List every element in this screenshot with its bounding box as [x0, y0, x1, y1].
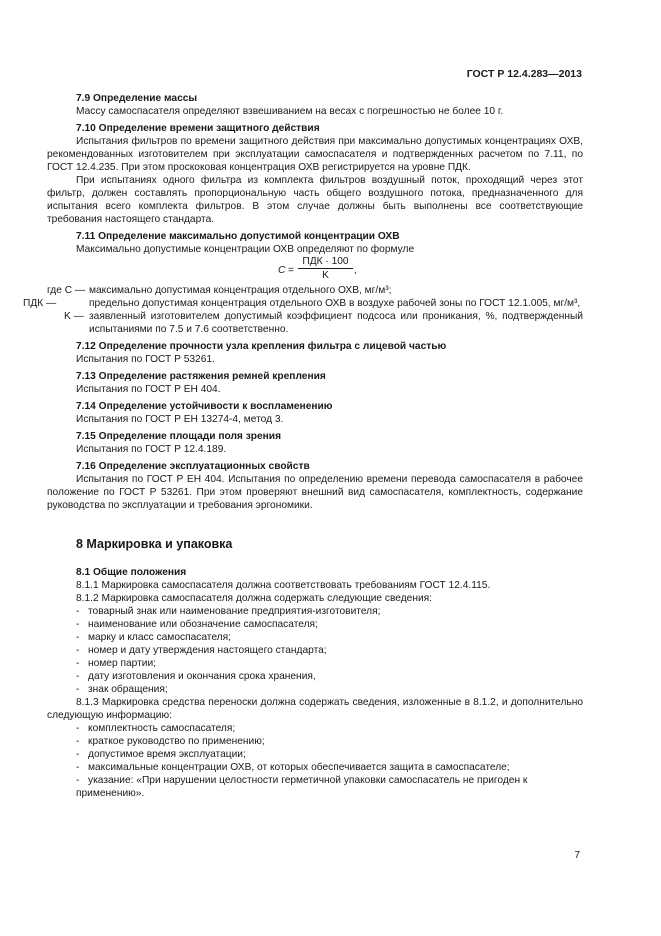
- dash-bullet: -: [76, 658, 80, 669]
- paragraph-7-10-1: Испытания фильтров по времени защитного действия при максимально допустимых концентрациях ОХВ, рекомендованных изготовителем при эксплуатации самоспасателя и подтвержденных расчетом по 7.11, по ГОСТ 12.4.235. При этом проскоковая концентрация ОХВ регистрируется на уровне ПДК.: [47, 136, 583, 173]
- list-8-1-3: [47, 722, 583, 800]
- list-8-1-2: [47, 605, 583, 696]
- dash-bullet: -: [76, 645, 80, 656]
- list-item-text: допустимое время эксплуатации;: [88, 749, 246, 760]
- dash-bullet: -: [76, 762, 80, 773]
- paragraph-7-13: Испытания по ГОСТ Р ЕН 404.: [76, 384, 221, 395]
- definition-text: заявленный изготовителем допустимый коэффициент подсоса или проникания, %, подтвержденный испытаниями по 7.5 и 7.6 соответственно.: [89, 311, 583, 335]
- definition-term: где C —: [47, 285, 86, 296]
- definition-text: предельно допустимая концентрация отдельного ОХВ в воздухе рабочей зоны по ГОСТ 12.1.005, мг/м³,: [89, 298, 581, 309]
- list-item: [47, 722, 583, 735]
- formula-equals: =: [288, 265, 294, 276]
- list-item: [47, 657, 583, 670]
- definition-k: [47, 310, 583, 336]
- heading-7-16: 7.16 Определение эксплуатационных свойств: [76, 461, 310, 472]
- heading-7-14: 7.14 Определение устойчивости к воспламенению: [76, 401, 333, 412]
- page-number: 7: [574, 850, 580, 861]
- heading-7-9: 7.9 Определение массы: [76, 93, 198, 104]
- dash-bullet: -: [76, 632, 80, 643]
- list-item: [47, 644, 583, 657]
- list-item: [47, 748, 583, 761]
- dash-bullet: -: [76, 619, 80, 630]
- paragraph-7-15: Испытания по ГОСТ Р 12.4.189.: [76, 444, 227, 455]
- formula-concentration: [47, 256, 583, 284]
- dash-bullet: -: [76, 606, 80, 617]
- list-item-text: максимальные концентрации ОХВ, от которых обеспечивается защита в самоспасателе;: [88, 762, 510, 773]
- list-item-text: марку и класс самоспасателя;: [88, 632, 231, 643]
- formula-numerator: ПДК · 100: [298, 256, 353, 269]
- list-item-text: номер партии;: [88, 658, 156, 669]
- heading-7-15: 7.15 Определение площади поля зрения: [76, 431, 282, 442]
- formula-comma: ,: [354, 265, 357, 276]
- list-item-text: дату изготовления и окончания срока хранения,: [88, 671, 316, 682]
- paragraph-7-10-2: При испытаниях одного фильтра из комплекта фильтров воздушный поток, проходящий через этот фильтр, должен составлять пропорциональную часть общего воздушного потока, предназначенного для испытания всего комплекта фильтров. В этом случае должны быть выполнены все соответствующие требования настоящего стандарта.: [47, 175, 583, 225]
- heading-7-13: 7.13 Определение растяжения ремней крепления: [76, 371, 326, 382]
- list-item-text: краткое руководство по применению;: [88, 736, 265, 747]
- paragraph-8-1-3: 8.1.3 Маркировка средства переноски должна содержать сведения, изложенные в 8.1.2, и дополнительно следующую информацию:: [47, 697, 583, 721]
- document-header: ГОСТ Р 12.4.283—2013: [466, 68, 582, 80]
- list-item: [47, 735, 583, 748]
- heading-7-12: 7.12 Определение прочности узла крепления фильтра с лицевой частью: [76, 341, 447, 352]
- list-item: [47, 670, 583, 683]
- dash-bullet: -: [76, 723, 80, 734]
- heading-8-1: 8.1 Общие положения: [76, 567, 187, 578]
- paragraph-7-14: Испытания по ГОСТ Р ЕН 13274-4, метод 3.: [76, 414, 284, 425]
- section-8-title: 8 Маркировка и упаковка: [76, 537, 233, 551]
- page-content: [23, 92, 583, 800]
- list-item-text: наименование или обозначение самоспасателя;: [88, 619, 318, 630]
- paragraph-8-1-2: 8.1.2 Маркировка самоспасателя должна содержать следующие сведения:: [76, 593, 432, 604]
- list-item: [47, 761, 583, 774]
- list-item: [47, 683, 583, 696]
- paragraph-7-12: Испытания по ГОСТ Р 53261.: [76, 354, 215, 365]
- list-item-text: знак обращения;: [88, 684, 168, 695]
- paragraph-7-9: Массу самоспасателя определяют взвешиванием на весах с погрешностью не более 10 г.: [76, 106, 504, 117]
- list-item: [47, 774, 583, 800]
- paragraph-7-16: Испытания по ГОСТ Р ЕН 404. Испытания по определению времени перевода самоспасателя в рабочее положение по ГОСТ Р 53261. При этом проверяют внешний вид самоспасателя, комплектность, содержание руководства по эксплуатации и требования эргономики.: [47, 474, 583, 511]
- dash-bullet: -: [76, 671, 80, 682]
- list-item-text: указание: «При нарушении целостности герметичной упаковки самоспасатель не пригоден к применению».: [76, 775, 528, 799]
- heading-7-10: 7.10 Определение времени защитного действия: [76, 123, 320, 134]
- dash-bullet: -: [76, 749, 80, 760]
- definition-c: [47, 284, 583, 297]
- definition-text: максимально допустимая концентрация отдельного ОХВ, мг/м³;: [89, 285, 392, 296]
- definition-term: K —: [64, 311, 84, 322]
- list-item: [47, 605, 583, 618]
- definition-pdk: [23, 297, 583, 310]
- formula-denominator: K: [322, 270, 329, 281]
- definition-term: ПДК —: [23, 298, 57, 309]
- list-item: [47, 618, 583, 631]
- list-item: [47, 631, 583, 644]
- paragraph-8-1-1: 8.1.1 Маркировка самоспасателя должна соответствовать требованиям ГОСТ 12.4.115.: [76, 580, 491, 591]
- list-item-text: комплектность самоспасателя;: [88, 723, 236, 734]
- heading-7-11: 7.11 Определение максимально допустимой концентрации ОХВ: [76, 231, 400, 242]
- dash-bullet: -: [76, 775, 80, 786]
- list-item-text: товарный знак или наименование предприятия-изготовителя;: [88, 606, 381, 617]
- dash-bullet: -: [76, 736, 80, 747]
- formula-lhs: C: [278, 265, 286, 276]
- dash-bullet: -: [76, 684, 80, 695]
- paragraph-7-11: Максимально допустимые концентрации ОХВ определяют по формуле: [76, 244, 415, 255]
- list-item-text: номер и дату утверждения настоящего стандарта;: [88, 645, 327, 656]
